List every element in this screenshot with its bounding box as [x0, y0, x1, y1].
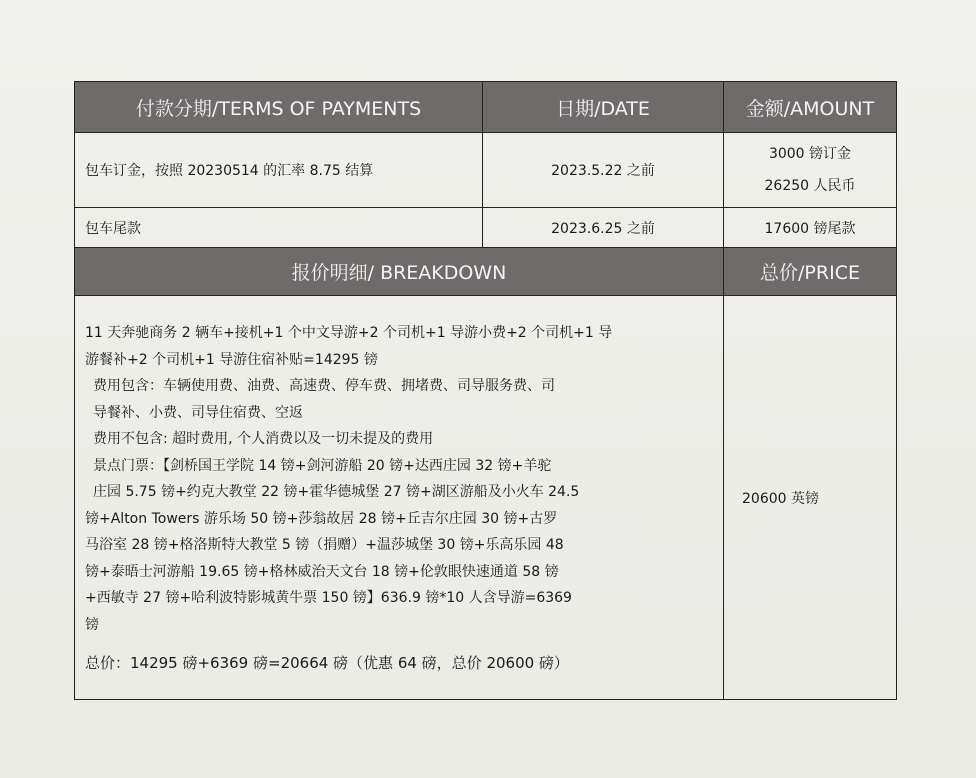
breakdown-line: 镑 — [85, 616, 99, 633]
table-row — [75, 208, 897, 248]
term-cell: 包车订金，按照 20230514 的汇率 8.75 结算 — [75, 133, 483, 208]
breakdown-line: 费用不包含: 超时费用, 个人消费以及一切未提及的费用 — [93, 431, 434, 447]
date-cell: 2023.6.25 之前 — [483, 208, 724, 248]
term-cell: 包车尾款 — [75, 208, 483, 248]
breakdown-cell — [75, 296, 724, 700]
breakdown-line: 费用包含：车辆使用费、油费、高速费、停车费、拥堵费、司导服务费、司 — [93, 378, 555, 394]
table-row — [75, 133, 897, 208]
breakdown-line: 导餐补、小费、司导住宿费、空返 — [93, 404, 303, 421]
breakdown-line: 游餐补+2 个司机+1 导游住宿补贴=14295 镑 — [85, 351, 378, 368]
price-cell: 20600 英镑 — [724, 296, 897, 700]
breakdown-header: 报价明细/ BREAKDOWN — [75, 248, 724, 296]
amount-cell: 17600 镑尾款 — [724, 208, 897, 248]
breakdown-line: +西敏寺 27 镑+哈利波特影城黄牛票 150 镑】636.9 镑*10 人含导游=6369 — [85, 590, 572, 606]
date-cell: 2023.5.22 之前 — [483, 133, 724, 208]
breakdown-line: 镑+Alton Towers 游乐场 50 镑+莎翁故居 28 镑+丘吉尔庄园 30 镑+古罗 — [85, 510, 558, 527]
price-header: 总价/PRICE — [724, 248, 897, 296]
breakdown-line: 11 天奔驰商务 2 辆车+接机+1 个中文导游+2 个司机+1 导游小费+2 个司机+1 导 — [85, 325, 613, 341]
amount-line: 3000 镑订金 — [768, 146, 852, 162]
breakdown-line: 庄园 5.75 镑+约克大教堂 22 镑+霍华德城堡 27 镑+湖区游船及小火车 24.5 — [93, 484, 580, 500]
terms-header: 付款分期/TERMS OF PAYMENTS — [75, 82, 483, 133]
date-header: 日期/DATE — [483, 82, 724, 133]
breakdown-text — [75, 296, 723, 677]
amount-line: 26250 人民币 — [764, 178, 856, 194]
total-line: 总价：14295 磅+6369 磅=20664 磅（优惠 64 磅，总价 20600 磅） — [85, 654, 569, 672]
breakdown-line: 镑+泰晤士河游船 19.65 镑+格林威治天文台 18 镑+伦敦眼快速通道 58 镑 — [85, 563, 559, 580]
amount-cell — [724, 133, 897, 208]
breakdown-line: 景点门票：【剑桥国王学院 14 镑+剑河游船 20 镑+达西庄园 32 镑+羊驼 — [93, 457, 552, 474]
amount-header: 金额/AMOUNT — [724, 82, 897, 133]
quotation-table — [74, 81, 897, 700]
breakdown-line: 马浴室 28 镑+格洛斯特大教堂 5 镑（捐赠）+温莎城堡 30 镑+乐高乐园 48 — [85, 537, 564, 553]
